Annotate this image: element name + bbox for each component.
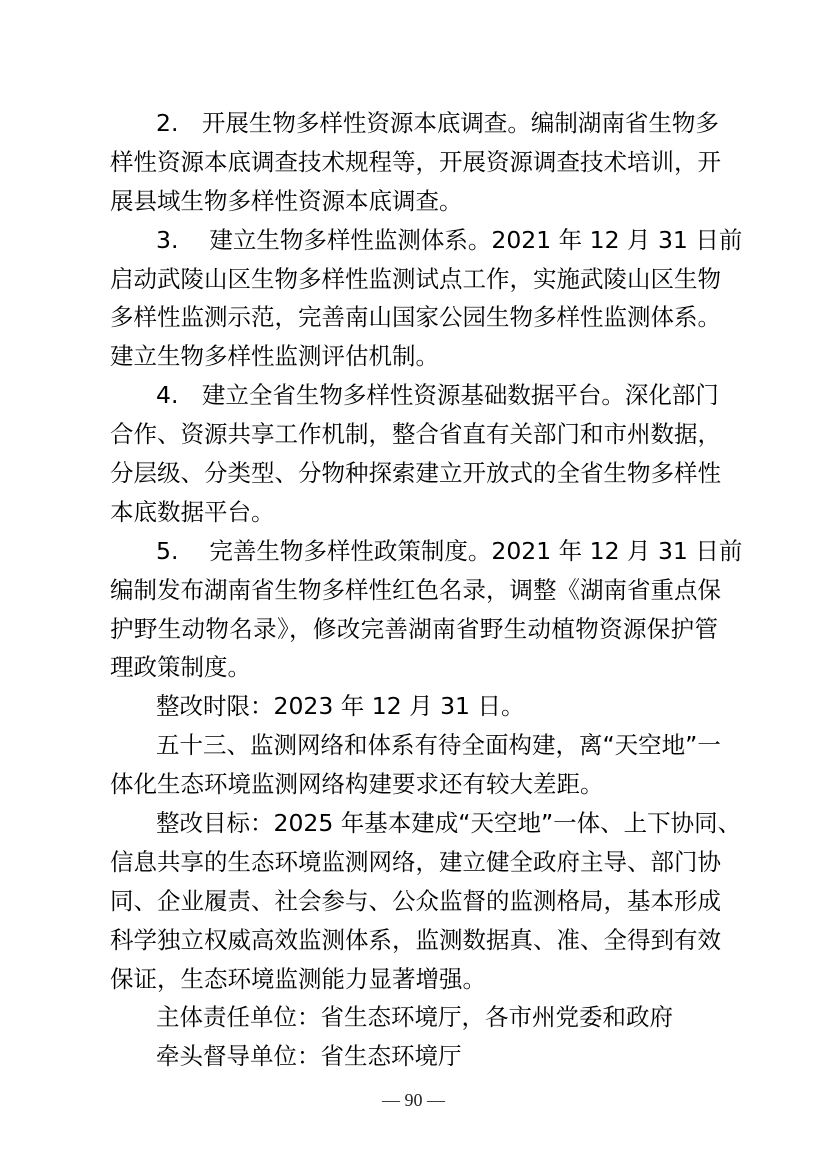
text-line: 主体责任单位：省生态环境厅，各市州党委和政府: [156, 1003, 673, 1032]
paragraph: [110, 687, 718, 726]
text-line: 分层级、分类型、分物种探索建立开放式的全省生物多样性: [110, 459, 721, 488]
text-line: 护野生动物名录》，修改完善湖南省野生动植物资源保护管: [110, 614, 718, 643]
paragraph: [110, 376, 721, 532]
paragraph: [110, 221, 743, 377]
paragraph: [110, 1037, 718, 1076]
text-line: 体化生态环境监测网络构建要求还有较大差距。: [110, 770, 604, 799]
text-line: 科学独立权威高效监测体系，监测数据真、准、全得到有效: [110, 925, 721, 954]
text-line: 理政策制度。: [110, 653, 251, 682]
text-line: 牵头督导单位：省生态环境厅: [156, 1042, 462, 1071]
paragraph: [110, 104, 721, 221]
paragraph: [110, 998, 718, 1037]
text-line: 合作、资源共享工作机制，整合省直有关部门和市州数据，: [110, 420, 721, 449]
text-line: 整改时限：2023 年 12 月 31 日。: [156, 692, 525, 721]
text-line: 保证，生态环境监测能力显著增强。: [110, 964, 486, 993]
text-line: 整改目标：2025 年基本建成“天空地”一体、上下协同、: [156, 809, 742, 838]
text-line: 5. 完善生物多样性政策制度。2021 年 12 月 31 日前: [156, 536, 743, 565]
paragraph: [110, 532, 743, 688]
text-line: 五十三、监测网络和体系有待全面构建，离“天空地”一: [156, 731, 721, 760]
paragraph: [110, 804, 742, 998]
text-line: 启动武陵山区生物多样性监测试点工作，实施武陵山区生物: [110, 264, 721, 293]
text-line: 3. 建立生物多样性监测体系。2021 年 12 月 31 日前: [156, 225, 743, 254]
text-line: 同、企业履责、社会参与、公众监督的监测格局，基本形成: [110, 886, 721, 915]
text-line: 4. 建立全省生物多样性资源基础数据平台。深化部门: [156, 381, 719, 410]
text-line: 编制发布湖南省生物多样性红色名录，调整《湖南省重点保: [110, 575, 721, 604]
text-line: 样性资源本底调查技术规程等，开展资源调查技术培训，开: [110, 147, 721, 176]
page-number: — 90 —: [382, 1090, 445, 1110]
document-body: [110, 104, 743, 1076]
text-line: 多样性监测示范，完善南山国家公园生物多样性监测体系。: [110, 303, 721, 332]
text-line: 本底数据平台。: [110, 497, 275, 526]
text-line: 建立生物多样性监测评估机制。: [110, 342, 439, 371]
text-line: 信息共享的生态环境监测网络，建立健全政府主导、部门协: [110, 847, 721, 876]
text-line: 展县域生物多样性资源本底调查。: [110, 186, 463, 215]
paragraph: [110, 726, 721, 804]
text-line: 2. 开展生物多样性资源本底调查。编制湖南省生物多: [156, 109, 719, 137]
